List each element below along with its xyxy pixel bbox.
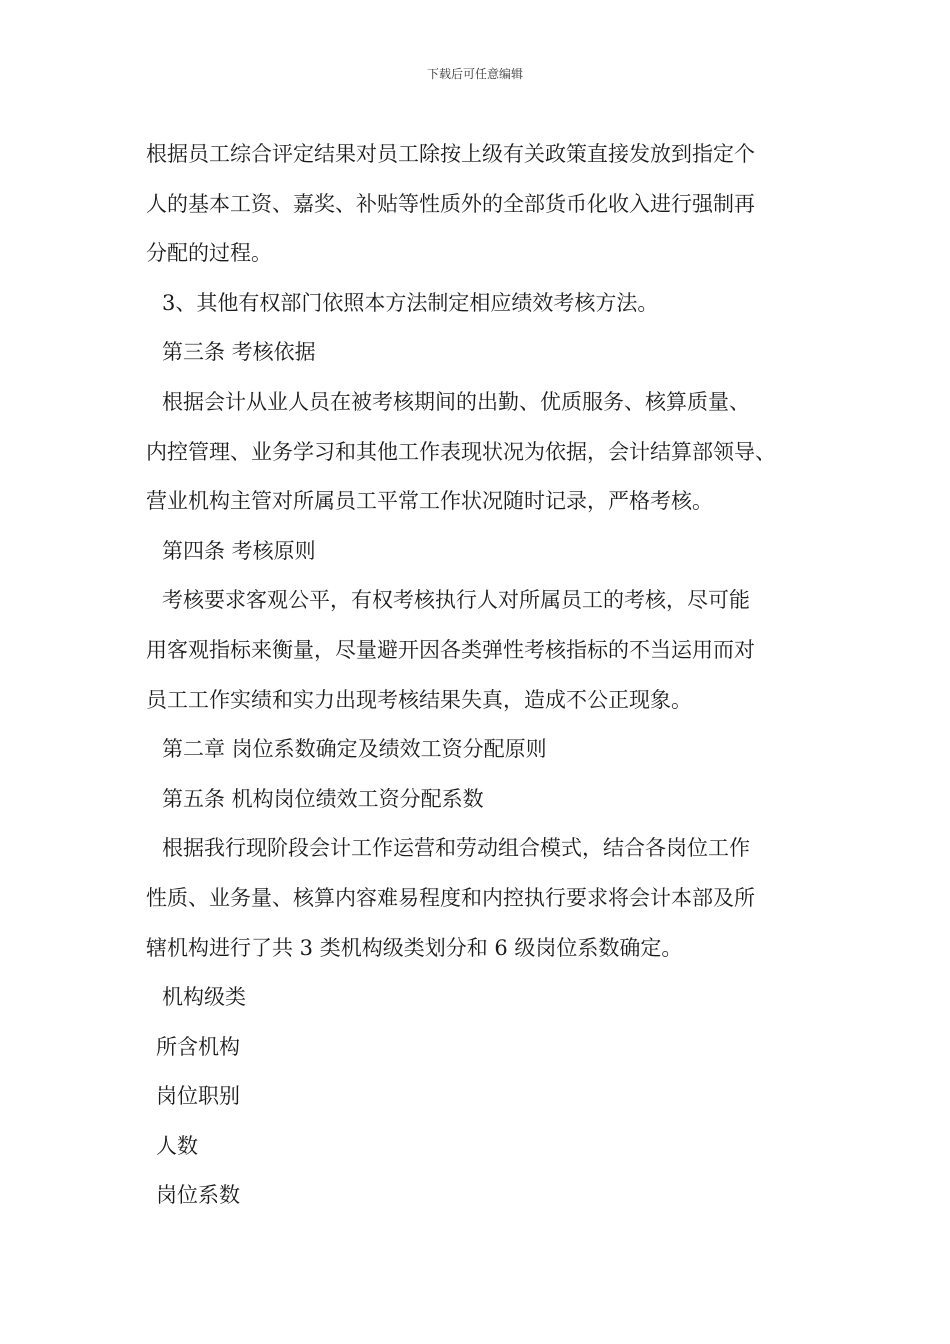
paragraph-line: 内控管理、业务学习和其他工作表现状况为依据，会计结算部领导、 bbox=[146, 439, 776, 464]
paragraph-line: 分配的过程。 bbox=[146, 241, 272, 266]
table-label-institutions: 所含机构 bbox=[156, 1034, 240, 1059]
paragraph-line: 辖机构进行了共 3 类机构级类划分和 6 级岗位系数确定。 bbox=[146, 935, 683, 960]
paragraph-line: 用客观指标来衡量，尽量避开因各类弹性考核指标的不当运用而对 bbox=[146, 637, 755, 662]
paragraph-line: 根据员工综合评定结果对员工除按上级有关政策直接发放到指定个 bbox=[146, 142, 755, 166]
table-label-institution-class: 机构级类 bbox=[162, 985, 246, 1010]
page-header: 下载后可任意编辑 bbox=[426, 67, 523, 81]
article-heading: 第四条 考核原则 bbox=[162, 538, 316, 563]
paragraph-line: 根据会计从业人员在被考核期间的出勤、优质服务、核算质量、 bbox=[162, 389, 750, 414]
chapter-heading: 第二章 岗位系数确定及绩效工资分配原则 bbox=[162, 737, 547, 762]
paragraph-line: 营业机构主管对所属员工平常工作状况随时记录，严格考核。 bbox=[146, 489, 713, 514]
table-label-position: 岗位职别 bbox=[156, 1084, 240, 1109]
paragraph-line: 考核要求客观公平，有权考核执行人对所属员工的考核，尽可能 bbox=[162, 588, 750, 613]
paragraph-line: 人的基本工资、嘉奖、补贴等性质外的全部货币化收入进行强制再 bbox=[146, 191, 755, 216]
article-heading: 第五条 机构岗位绩效工资分配系数 bbox=[162, 786, 484, 811]
paragraph-line: 员工工作实绩和实力出现考核结果失真，造成不公正现象。 bbox=[146, 687, 692, 712]
document-body bbox=[146, 130, 836, 1221]
paragraph-line: 根据我行现阶段会计工作运营和劳动组合模式，结合各岗位工作 bbox=[162, 836, 750, 861]
table-label-coefficient: 岗位系数 bbox=[156, 1183, 240, 1208]
paragraph-line: 性质、业务量、核算内容难易程度和内控执行要求将会计本部及所 bbox=[146, 885, 755, 910]
article-heading: 第三条 考核依据 bbox=[162, 340, 316, 365]
numbered-item: 3、其他有权部门依照本方法制定相应绩效考核方法。 bbox=[162, 290, 659, 315]
table-label-headcount: 人数 bbox=[156, 1133, 198, 1158]
